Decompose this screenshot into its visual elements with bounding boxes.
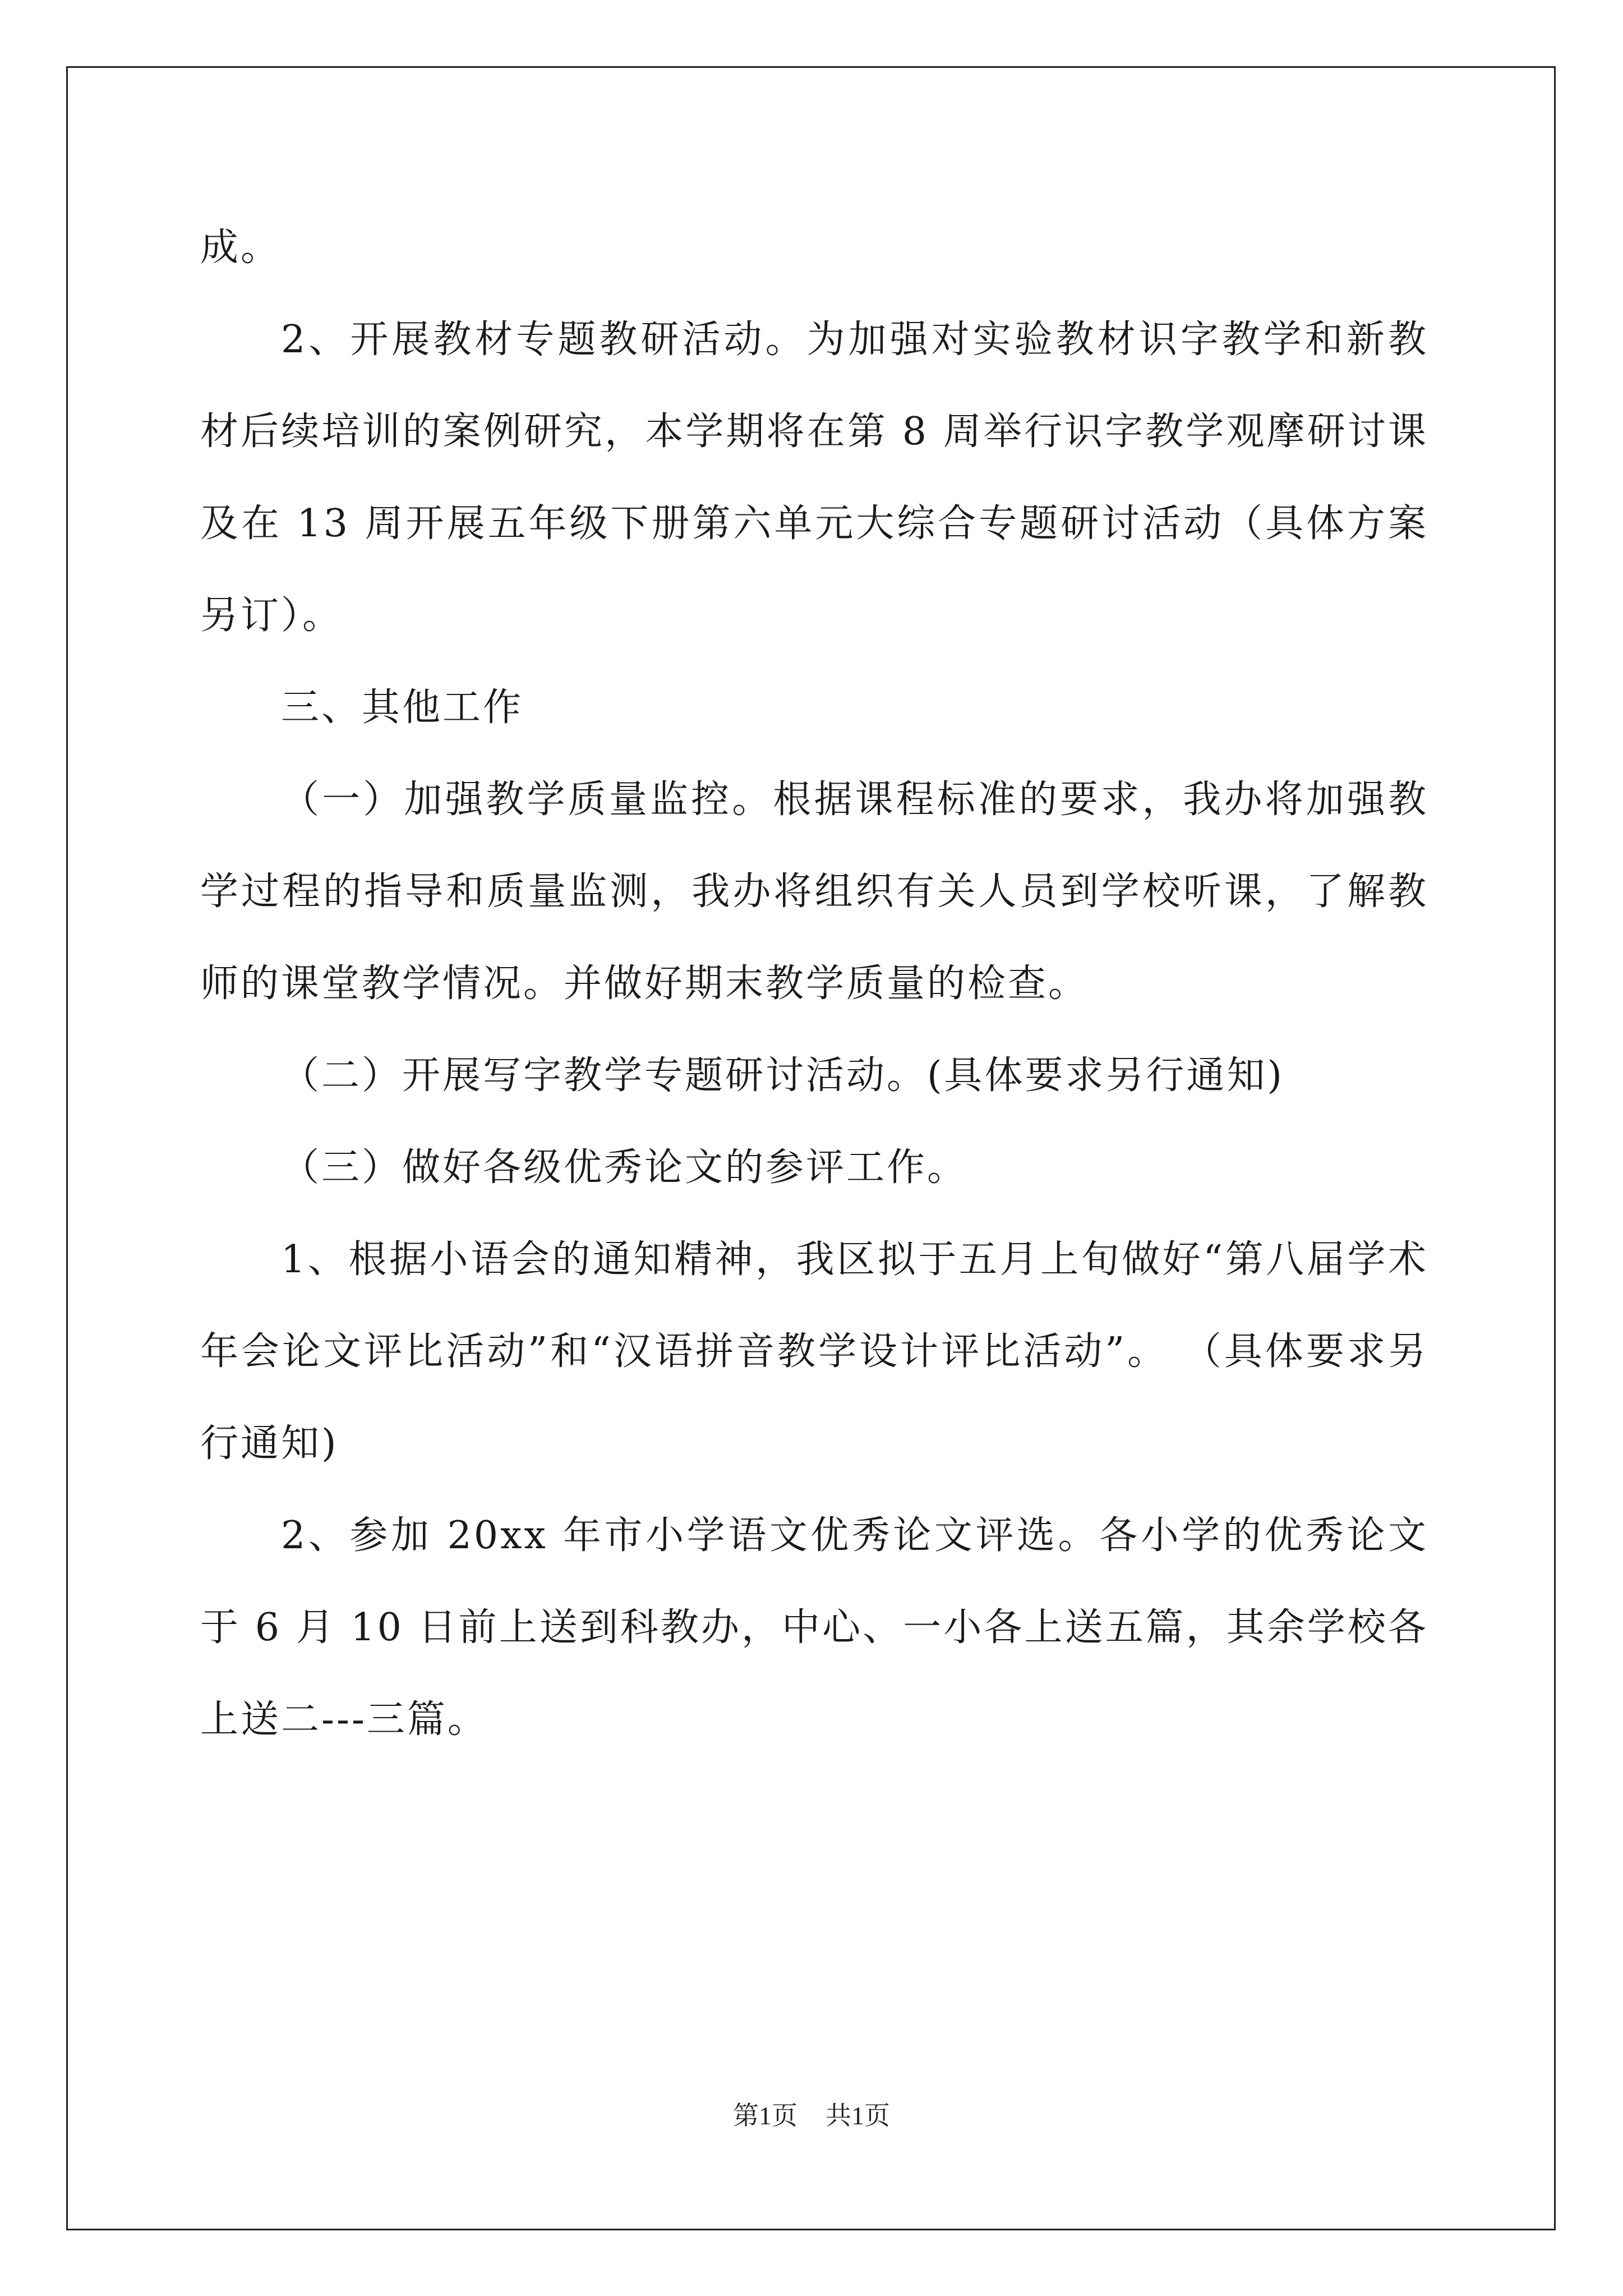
paragraph: （三）做好各级优秀论文的参评工作。	[281, 1145, 968, 1190]
paragraph: 成。	[200, 226, 282, 270]
page-number: 第1页	[733, 2101, 797, 2130]
document-body	[200, 202, 1428, 1766]
page-total: 共1页	[826, 2101, 890, 2130]
paragraph: 1、根据小语会的通知精神，我区拟于五月上旬做好“第八届学术年会论文评比活动”和“汉语拼音教学设计评比活动”。 （具体要求另行通知)	[200, 1237, 1428, 1466]
paragraph: 2、开展教材专题教研活动。为加强对实验教材识字教学和新教材后续培训的案例研究，本学期将在第 8 周举行识字教学观摩研讨课及在 13 周开展五年级下册第六单元大综合专题研讨活动（具体方案另订）。	[200, 318, 1428, 638]
paragraph: 2、参加 20xx 年市小学语文优秀论文评选。各小学的优秀论文于 6 月 10 日前上送到科教办，中心、一小各上送五篇，其余学校各上送二---三篇。	[200, 1513, 1428, 1742]
paragraph: （一）加强教学质量监控。根据课程标准的要求，我办将加强教学过程的指导和质量监测，我办将组织有关人员到学校听课，了解教师的课堂教学情况。并做好期末教学质量的检查。	[200, 777, 1428, 1006]
paragraph: （二）开展写字教学专题研讨活动。(具体要求另行通知)	[281, 1053, 1285, 1098]
section-heading: 三、其他工作	[281, 685, 524, 730]
page-footer	[0, 2095, 1623, 2132]
